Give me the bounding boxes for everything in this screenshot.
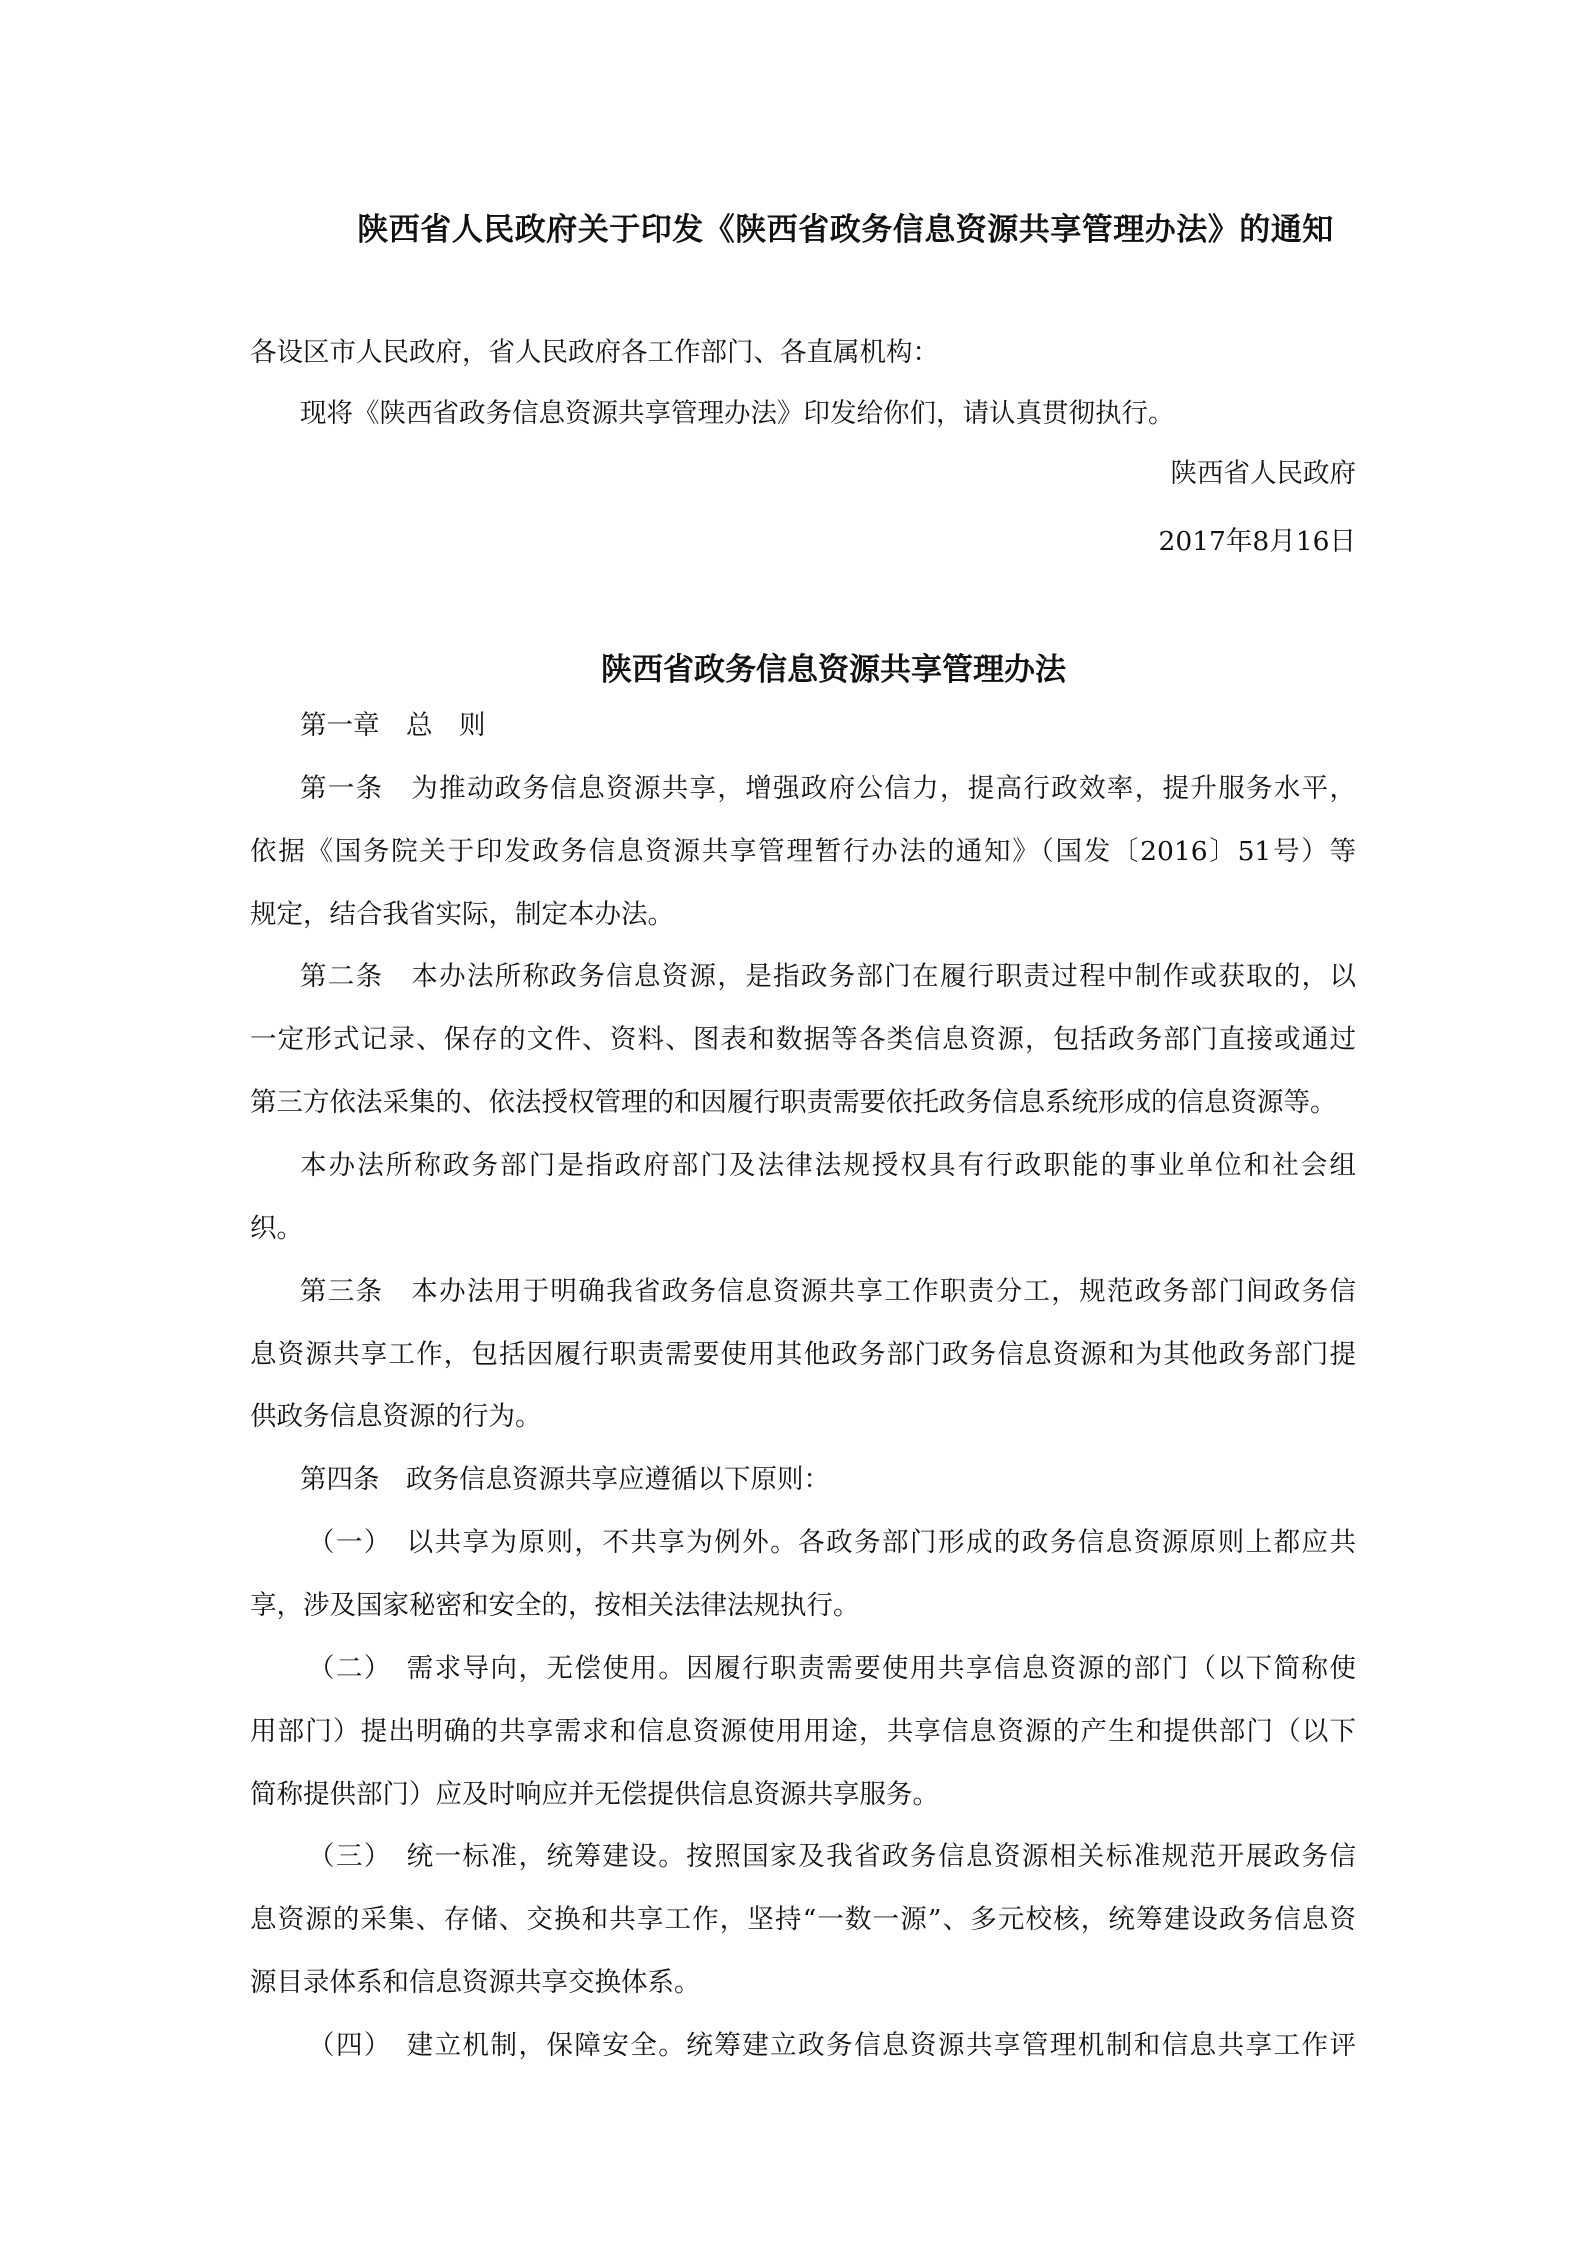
paragraph-line: （三） 统一标准，统筹建设。按照国家及我省政务信息资源相关标准规范开展政务信 (308, 1841, 1356, 1873)
paragraph-line: 本办法所称政务部门是指政府部门及法律法规授权具有行政职能的事业单位和社会组 (300, 1150, 1356, 1182)
paragraph-line: 第一条 为推动政务信息资源共享，增强政府公信力，提高行政效率，提升服务水平， (300, 772, 1356, 804)
paragraph (250, 1269, 1356, 1458)
paragraph-line: 规定，结合我省实际，制定本办法。 (250, 898, 674, 930)
paragraph-line: 源目录体系和信息资源共享交换体系。 (250, 1967, 701, 1999)
paragraph-line: （四） 建立机制，保障安全。统筹建立政务信息资源共享管理机制和信息共享工作评 (308, 2030, 1356, 2062)
notice-issuer: 陕西省人民政府 (1170, 458, 1356, 489)
paragraph-line: 第四条 政务信息资源共享应遵循以下原则： (300, 1464, 830, 1496)
paragraph (250, 1143, 1356, 1269)
paragraph (250, 2023, 1356, 2086)
paragraph-line: 享，涉及国家秘密和安全的，按相关法律法规执行。 (250, 1590, 860, 1622)
notice-body: 现将《陕西省政务信息资源共享管理办法》印发给你们，请认真贯彻执行。 (300, 398, 1175, 429)
paragraph-line: （二） 需求导向，无偿使用。因履行职责需要使用共享信息资源的部门（以下简称使 (308, 1652, 1356, 1684)
notice-date: 2017年8月16日 (1158, 526, 1356, 557)
paragraph (250, 1834, 1356, 2023)
paragraph-line: 简称提供部门）应及时响应并无偿提供信息资源共享服务。 (250, 1778, 939, 1810)
paragraph-line: 织。 (250, 1212, 303, 1244)
notice-title: 陕西省人民政府关于印发《陕西省政务信息资源共享管理办法》的通知 (357, 212, 1334, 248)
paragraph-line: 依据《国务院关于印发政务信息资源共享管理暂行办法的通知》（国发〔2016〕51号）等 (250, 835, 1356, 867)
paragraph (250, 954, 1356, 1143)
paragraph (250, 1520, 1356, 1646)
paragraph-line: 第一章 总 则 (300, 710, 486, 741)
paragraph (250, 1646, 1356, 1835)
paragraph-line: 一定形式记录、保存的文件、资料、图表和数据等各类信息资源，包括政务部门直接或通过 (250, 1024, 1356, 1056)
paragraph-line: 第三条 本办法用于明确我省政务信息资源共享工作职责分工，规范政务部门间政务信 (300, 1275, 1356, 1307)
paragraph (250, 703, 1356, 766)
paragraph-line: 息资源的采集、存储、交换和共享工作，坚持“一数一源”、多元校核，统筹建设政务信息资 (250, 1904, 1356, 1936)
regulation-body (250, 703, 1356, 2086)
paragraph-line: 用部门）提出明确的共享需求和信息资源使用用途，共享信息资源的产生和提供部门（以下 (250, 1715, 1356, 1747)
paragraph-line: （一） 以共享为原则，不共享为例外。各政务部门形成的政务信息资源原则上都应共 (308, 1527, 1356, 1559)
notice-addressee: 各设区市人民政府，省人民政府各工作部门、各直属机构： (250, 337, 939, 368)
paragraph-line: 息资源共享工作，包括因履行职责需要使用其他政务部门政务信息资源和为其他政务部门提 (250, 1338, 1356, 1370)
paragraph (250, 766, 1356, 955)
paragraph-line: 第三方依法采集的、依法授权管理的和因履行职责需要依托政务信息系统形成的信息资源等。 (250, 1087, 1337, 1119)
paragraph-line: 供政务信息资源的行为。 (250, 1401, 542, 1433)
paragraph-line: 第二条 本办法所称政务信息资源，是指政务部门在履行职责过程中制作或获取的，以 (300, 961, 1356, 993)
paragraph (250, 1457, 1356, 1520)
regulation-heading: 陕西省政务信息资源共享管理办法 (601, 652, 1066, 688)
